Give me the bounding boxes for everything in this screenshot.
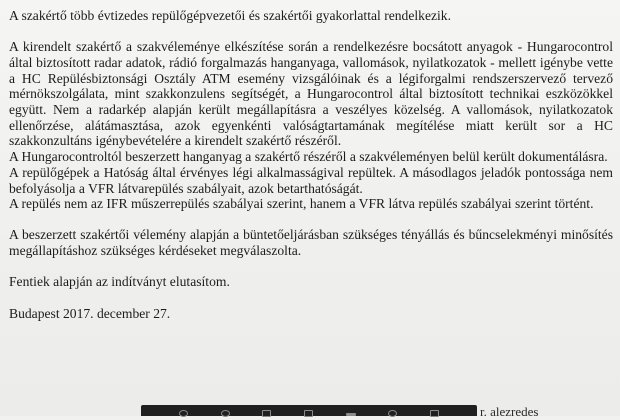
viewer-toolbar xyxy=(141,405,477,416)
paragraph-conclusion: A beszerzett szakértői vélemény alapján a büntetőeljárásban szükséges tényállás és bűncselekményi minősítés megállapításhoz szükséges kérdéseket megválaszolta. xyxy=(9,227,613,259)
paragraph-audio-documented: A Hungarocontroltól beszerzett hanganyag a szakértő részéről a szakvéleményen belül került dokumentálásra. xyxy=(9,149,608,165)
paragraph-expert-opinion: A kirendelt szakértő a szakvéleménye elkészítése során a rendelkezésre bocsátott anyagok - Hungarocontrol által biztosított radar adatok, rádió forgalmazás hanganyaga, vallomások, nyilatkozatok - mellett igénybe vette a HC Repülésbiztonsági Osztály ATM esemény vizsgálóinak és a légiforgalmi rendszerszervező tervező mérnökszolgálata, mint szakkonzulens segítségét, a Hungarocontrol által biztosított technikai eszközökkel együtt. Nem a radarkép alapján került megállapításra a veszélyes közelség. A vallomások, nyilatkozatok ellenőrzése, alátámasztása, azok egyenkénti valóságtartamának megítélése miatt került sor a HC szakkonzultáns igénybevételére a kirendelt szakértő részéről. xyxy=(9,39,613,149)
paragraph-vfr-flight: A repülés nem az IFR műszerrepülés szabályai szerint, hanem a VFR látva repülés szabályai szerint történt. xyxy=(9,196,594,212)
signature-title: r. alezredes xyxy=(480,404,539,419)
paragraph-date-place: Budapest 2017. december 27. xyxy=(9,305,171,321)
paragraph-aircraft-airworthiness: A repülőgépek a Hatóság által érvényes légi alkalmasságival repültek. A másodlagos jeladók pontossága nem befolyásolja a VFR látvarepülés szabályait, azok betarthatóságát. xyxy=(9,164,613,196)
document-body xyxy=(9,8,613,321)
paragraph-expert-experience: A szakértő több évtizedes repülőgépvezetői és szakértői gyakorlattal rendelkezik. xyxy=(9,8,451,23)
paragraph-decision: Fentiek alapján az indítványt elutasítom. xyxy=(9,274,230,290)
